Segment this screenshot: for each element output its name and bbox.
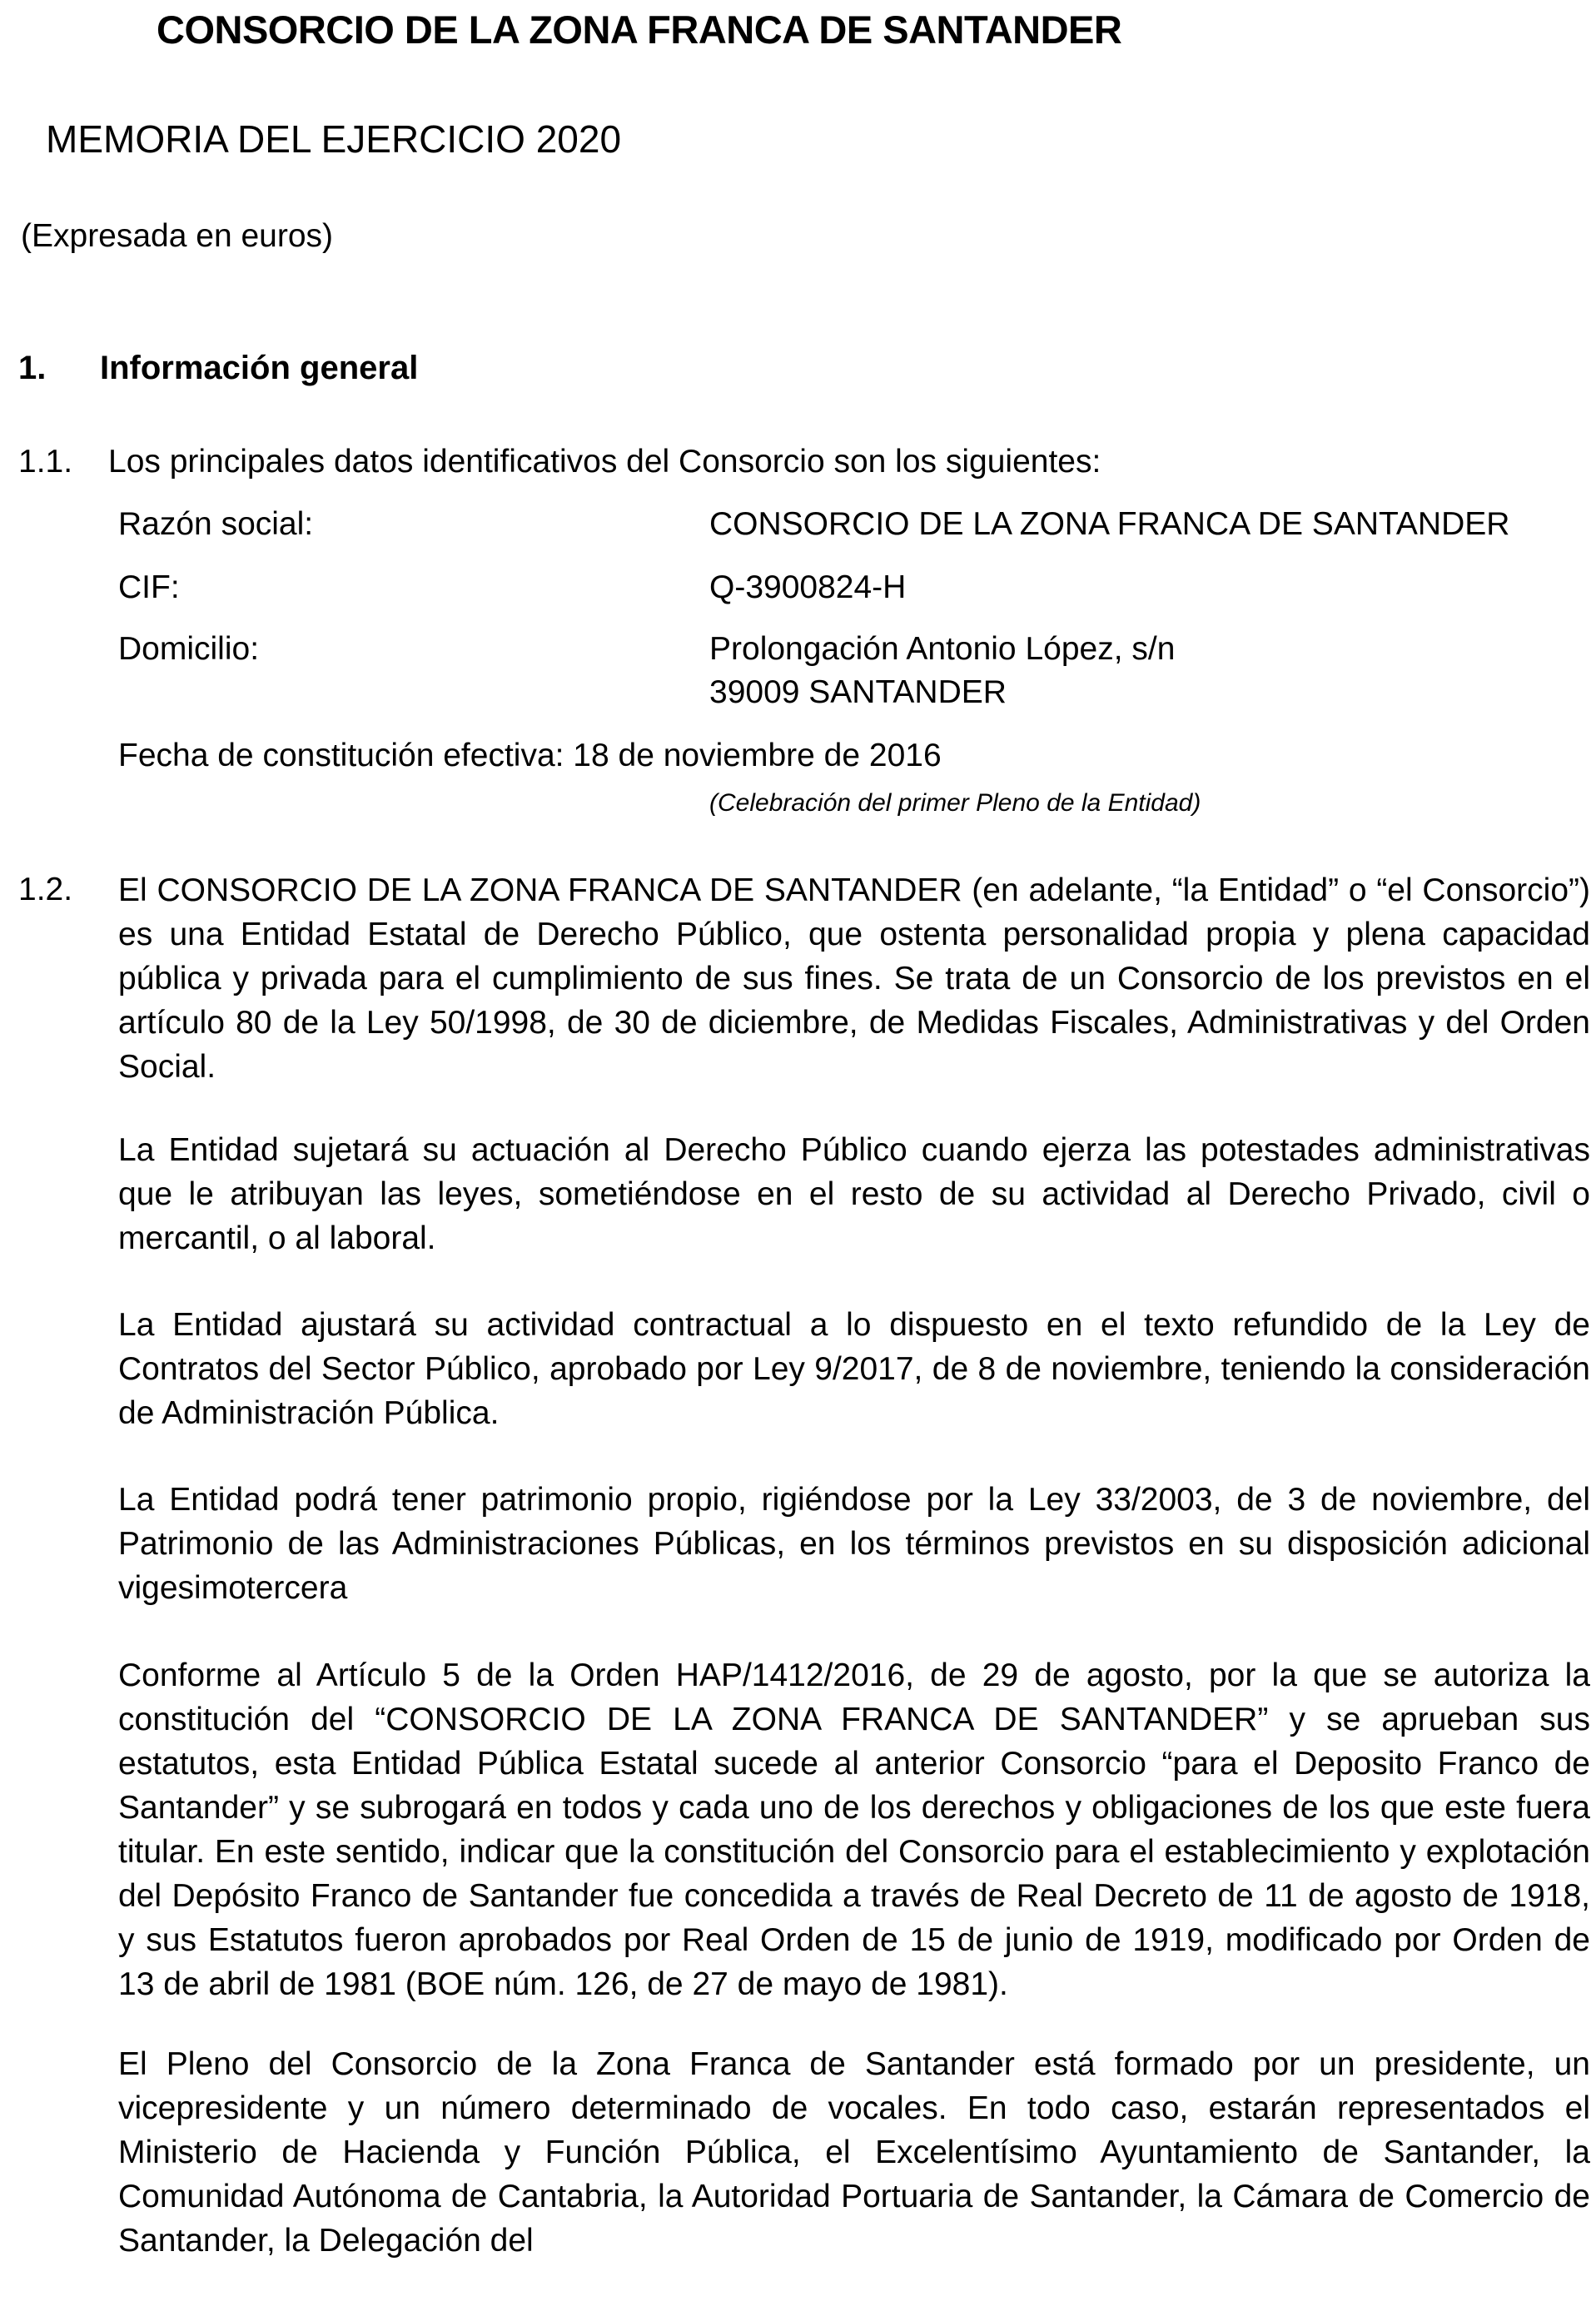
razon-social-value: CONSORCIO DE LA ZONA FRANCA DE SANTANDER bbox=[709, 506, 1510, 542]
document-subtitle: MEMORIA DEL EJERCICIO 2020 bbox=[46, 117, 622, 161]
fecha-constitucion: Fecha de constitución efectiva: 18 de noviembre de 2016 bbox=[118, 738, 942, 773]
cif-label: CIF: bbox=[118, 569, 180, 605]
paragraph-4: La Entidad podrá tener patrimonio propio, rigiéndose por la Ley 33/2003, de 3 de noviembre, del Patrimonio de las Administraciones Públicas, en los términos previstos en su disposición adicional vigesimotercera bbox=[118, 1482, 1590, 1606]
section-title: Información general bbox=[100, 350, 419, 386]
paragraph-5: Conforme al Artículo 5 de la Orden HAP/1412/2016, de 29 de agosto, por la que se autoriza la constitución del “CONSORCIO DE LA ZONA FRANCA DE SANTANDER” y se aprueban sus estatutos, esta Entidad Pública Estatal sucede al anterior Consorcio “para el Deposito Franco de Santander” y se subrogará en todos y cada uno de los derechos y obligaciones de los que este fuera titular. En este sentido, indicar que la constitución del Consorcio para el establecimiento y explotación del Depósito Franco de Santander fue concedida a través de Real Decreto de 11 de agosto de 1918, y sus Estatutos fueron aprobados por Real Orden de 15 de junio de 1919, modificado por Orden de 13 de abril de 1981 (BOE núm. 126, de 27 de mayo de 1981). bbox=[118, 1657, 1590, 2002]
domicilio-label: Domicilio: bbox=[118, 631, 260, 667]
currency-note: (Expresada en euros) bbox=[21, 218, 334, 254]
domicilio-line-1: Prolongación Antonio López, s/n bbox=[709, 631, 1176, 667]
paragraph-6: El Pleno del Consorcio de la Zona Franca de Santander está formado por un presidente, un vicepresidente y un número determinado de vocales. En todo caso, estarán representados el Ministerio de Hacienda y Función Pública, el Excelentísimo Ayuntamiento de Santander, la Comunidad Autónoma de Cantabria, la Autoridad Portuaria de Santander, la Cámara de Comercio de Santander, la Delegación del bbox=[118, 2046, 1590, 2259]
razon-social-label: Razón social: bbox=[118, 506, 314, 542]
fecha-note: (Celebración del primer Pleno de la Entidad) bbox=[709, 789, 1201, 817]
paragraph-3: La Entidad ajustará su actividad contractual a lo dispuesto en el texto refundido de la Ley de Contratos del Sector Público, aprobado por Ley 9/2017, de 8 de noviembre, teniendo la consideración de Administración Pública. bbox=[118, 1307, 1590, 1431]
paragraph-2: La Entidad sujetará su actuación al Derecho Público cuando ejerza las potestades administrativas que le atribuyan las leyes, sometiéndose en el resto de su actividad al Derecho Privado, civil o mercantil, o al laboral. bbox=[118, 1132, 1590, 1256]
item-number-1-2: 1.2. bbox=[18, 872, 73, 907]
domicilio-line-2: 39009 SANTANDER bbox=[709, 674, 1007, 710]
item-1-1-intro: Los principales datos identificativos del Consorcio son los siguientes: bbox=[108, 444, 1101, 480]
cif-value: Q-3900824-H bbox=[709, 569, 907, 605]
section-number: 1. bbox=[18, 350, 47, 386]
paragraph-1: El CONSORCIO DE LA ZONA FRANCA DE SANTANDER (en adelante, “la Entidad” o “el Consorcio”) es una Entidad Estatal de Derecho Público, que ostenta personalidad propia y plena capacidad pública y privada para el cumplimiento de sus fines. Se trata de un Consorcio de los previstos en el artículo 80 de la Ley 50/1998, de 30 de diciembre, de Medidas Fiscales, Administrativas y del Orden Social. bbox=[118, 872, 1590, 1085]
item-number-1-1: 1.1. bbox=[18, 444, 73, 480]
document-title: CONSORCIO DE LA ZONA FRANCA DE SANTANDER bbox=[157, 7, 1122, 52]
